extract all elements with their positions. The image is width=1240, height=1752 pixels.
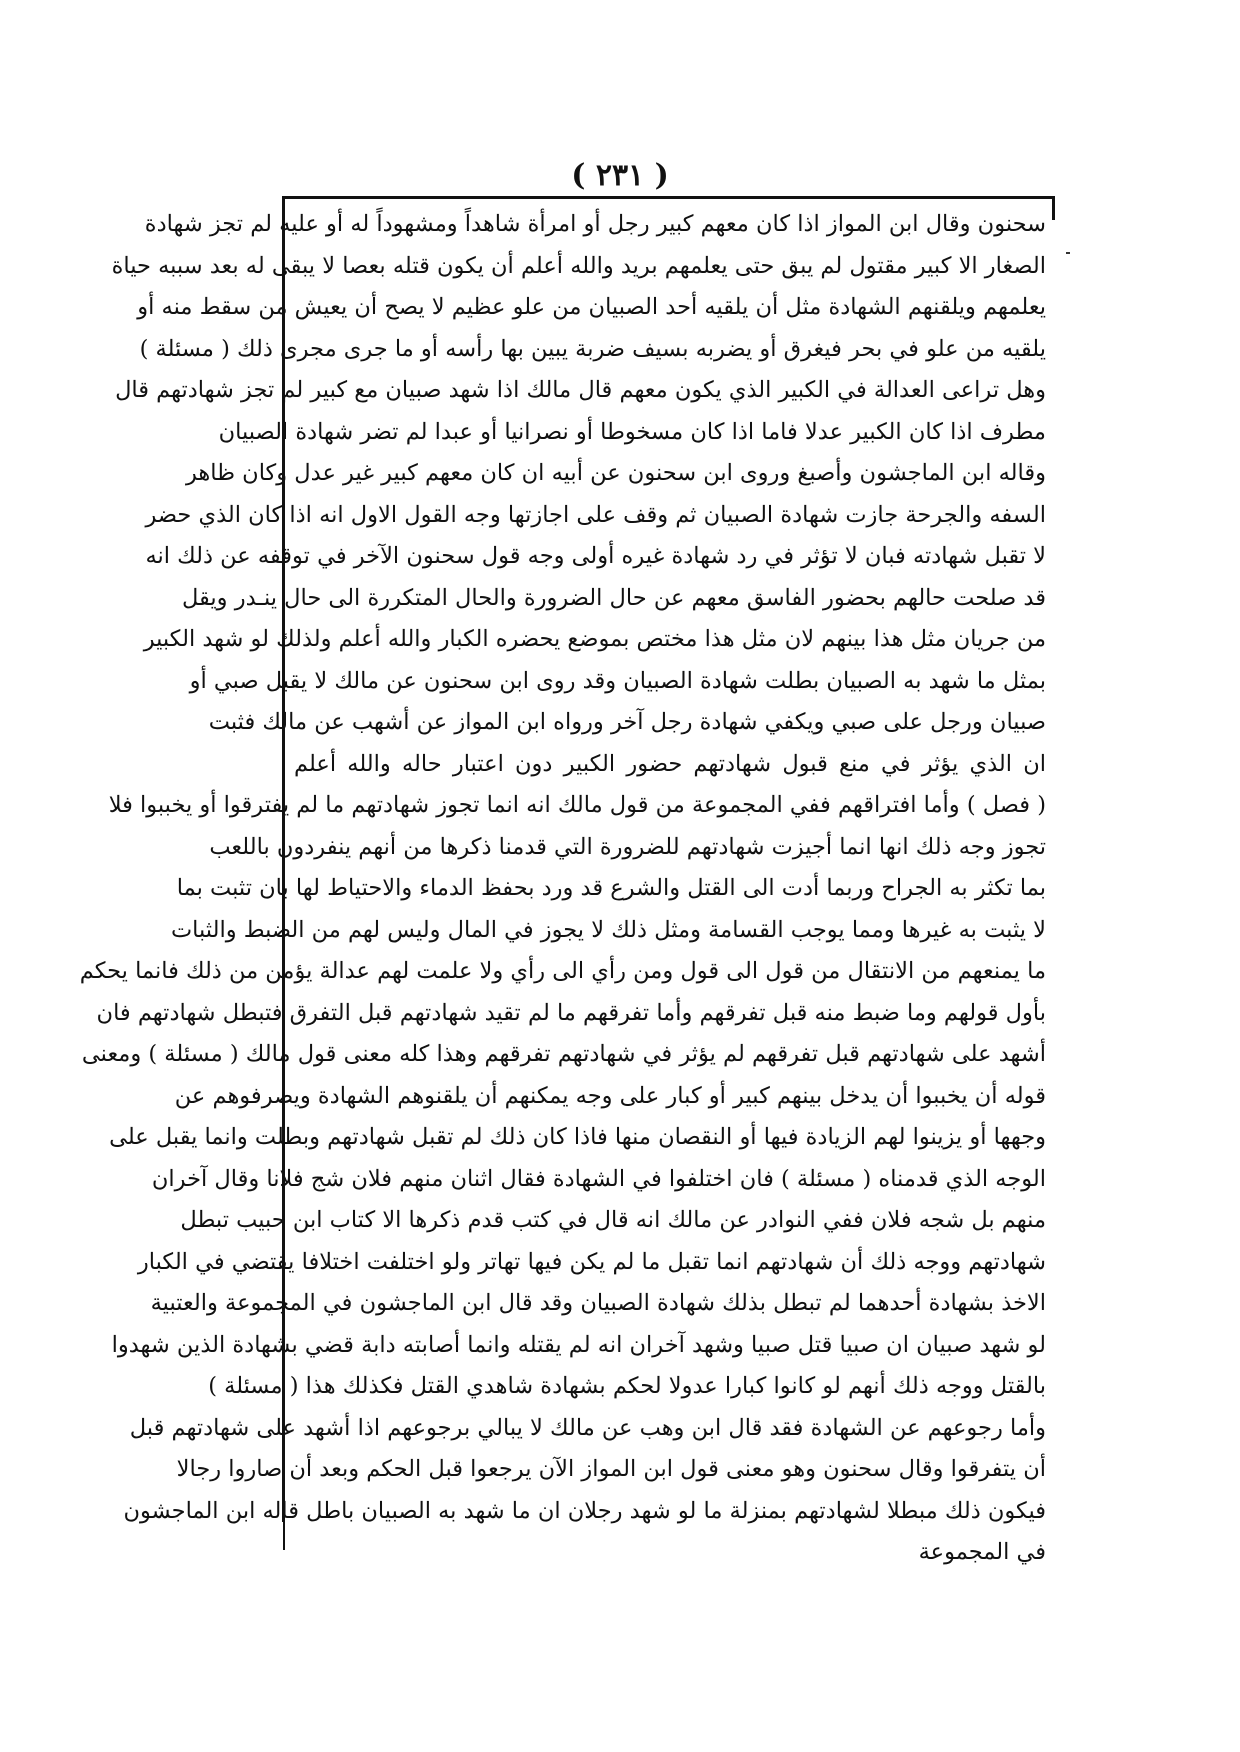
frame-right-rule <box>1052 196 1055 220</box>
text-line: شهادتهم ووجه ذلك أن شهادتهم انما تقبل ما لم يكن فيها تهاتر ولو اختلفت اختلافا يقتضي في الكبار <box>137 1248 1046 1275</box>
margin-mark <box>1066 252 1070 254</box>
frame-top-rule <box>284 196 1052 199</box>
text-line: قد صلحت حالهم بحضور الفاسق معهم عن حال الضرورة والحال المتكررة الى حال ينـدر ويقل <box>182 584 1046 611</box>
text-line: بمثل ما شهد به الصبيان بطلت شهادة الصبيان وقد روى ابن سحنون عن مالك لا يقبل صبي أو <box>189 667 1046 694</box>
text-line: ان الذي يؤثر في منع قبول شهادتهم حضور الكبير دون اعتبار حاله والله أعلم <box>294 750 1046 777</box>
text-line: لو شهد صبيان ان صبيا قتل صبيا وشهد آخران انه لم يقتله وانما أصابته دابة قضي بشهادة الذين شهدوا <box>111 1331 1046 1358</box>
text-line: ( فصل ) وأما افتراقهم ففي المجموعة من قول مالك انه انما تجوز شهادتهم ما لم يفترقوا أو يخببوا فلا <box>108 792 1046 818</box>
text-line: فيكون ذلك مبطلا لشهادتهم بمنزلة ما لو شهد رجلان ان ما شهد به الصبيان باطل قاله ابن الماجشون <box>123 1497 1046 1524</box>
body-text <box>79 204 1046 1574</box>
text-line: أشهد على شهادتهم قبل تفرقهم لم يؤثر في شهادتهم تفرقهم وهذا كله معنى قول مالك ( مسئلة ) ومعنى <box>81 1041 1046 1067</box>
text-line: لا تقبل شهادته فبان لا تؤثر في رد شهادة غيره أولى وجه قول سحنون الآخر في توقفه عن ذلك انه <box>145 543 1046 569</box>
text-line: الصغار الا كبير مقتول لم يبق حتى يعلمهم بريد والله أعلم أن يكون قتله بعصا لا يبقى له بعد سببه حياة <box>111 252 1046 279</box>
text-line: قوله أن يخببوا أن يدخل بينهم كبير أو كبار على وجه يمكنهم أن يلقنوهم الشهادة ويصرفوهم عن <box>174 1082 1046 1109</box>
text-line: بأول قولهم وما ضبط منه قبل تفرقهم وأما تفرقهم ما لم تقيد شهادتهم قبل التفرق فتبطل شهادتهم فان <box>96 999 1046 1026</box>
page-number: ( ٢٣١ ) <box>571 158 669 193</box>
text-line: مطرف اذا كان الكبير عدلا فاما اذا كان مسخوطا أو نصرانيا أو عبدا لم تضر شهادة الصبيان <box>218 418 1046 445</box>
text-line: وأما رجوعهم عن الشهادة فقد قال ابن وهب عن مالك لا يبالي برجوعهم اذا أشهد على شهادتهم قبل <box>129 1414 1046 1441</box>
text-line: تجوز وجه ذلك انها انما أجيزت شهادتهم للضرورة التي قدمنا ذكرها من أنهم ينفردون باللعب <box>209 833 1046 860</box>
text-line: يلقيه من علو في بحر فيغرق أو يضربه بسيف ضربة يبين بها رأسه أو ما جرى مجرى ذلك ( مسئلة ) <box>139 335 1046 362</box>
text-line: أن يتفرقوا وقال سحنون وهو معنى قول ابن المواز الآن يرجعوا قبل الحكم وبعد أن صاروا رجالا <box>176 1456 1046 1482</box>
text-line: في المجموعة <box>918 1539 1046 1565</box>
text-line: صبيان ورجل على صبي ويكفي شهادة رجل آخر ورواه ابن المواز عن أشهب عن مالك فثبت <box>208 709 1046 735</box>
text-line: الاخذ بشهادة أحدهما لم تبطل بذلك شهادة الصبيان وقد قال ابن الماجشون في المجموعة والعتبية <box>150 1290 1046 1316</box>
text-line: وجهها أو يزينوا لهم الزيادة فيها أو النقصان منها فاذا كان ذلك لم تقبل شهادتهم وبطلت وانما يقبل على <box>109 1124 1046 1150</box>
text-line: السفه والجرحة جازت شهادة الصبيان ثم وقف على اجازتها وجه القول الاول انه اذا كان الذي حضر <box>145 501 1046 528</box>
text-line: لا يثبت به غيرها ومما يوجب القسامة ومثل ذلك لا يجوز في المال وليس لهم من الضبط والثبات <box>170 916 1046 943</box>
text-line: بالقتل ووجه ذلك أنهم لو كانوا كبارا عدولا لحكم بشهادة شاهدي القتل فكذلك هذا ( مسئلة ) <box>208 1373 1046 1399</box>
text-line: سحنون وقال ابن المواز اذا كان معهم كبير رجل أو امرأة شاهداً ومشهوداً له أو عليه لم تجز شهادة <box>144 211 1046 237</box>
text-line: يعلمهم ويلقنهم الشهادة مثل أن يلقيه أحد الصبيان من علو عظيم لا يصح أن يعيش من سقط منه أو <box>137 294 1046 320</box>
text-line: وهل تراعى العدالة في الكبير الذي يكون معهم قال مالك اذا شهد صبيان مع كبير لم تجز شهادتهم قال <box>115 377 1046 403</box>
text-line: من جريان مثل هذا بينهم لان مثل هذا مختص بموضع يحضره الكبار والله أعلم ولذلك لو شهد الكبير <box>143 626 1046 652</box>
text-line: ما يمنعهم من الانتقال من قول الى قول ومن رأي الى رأي ولا علمت لهم عدالة يؤمن من ذلك فانما يحكم <box>79 958 1046 984</box>
text-line: بما تكثر به الجراح وربما أدت الى القتل والشرع قد ورد بحفظ الدماء والاحتياط لها بان تثبت بما <box>176 875 1046 901</box>
text-line: الوجه الذي قدمناه ( مسئلة ) فان اختلفوا في الشهادة فقال اثنان منهم فلان شج فلانا وقال آخران <box>151 1165 1046 1192</box>
text-line: منهم بل شجه فلان ففي النوادر عن مالك انه قال في كتب قدم ذكرها الا كتاب ابن حبيب تبطل <box>180 1207 1046 1233</box>
text-line: وقاله ابن الماجشون وأصبغ وروى ابن سحنون عن أبيه ان كان معهم كبير غير عدل وكان ظاهر <box>185 460 1046 486</box>
